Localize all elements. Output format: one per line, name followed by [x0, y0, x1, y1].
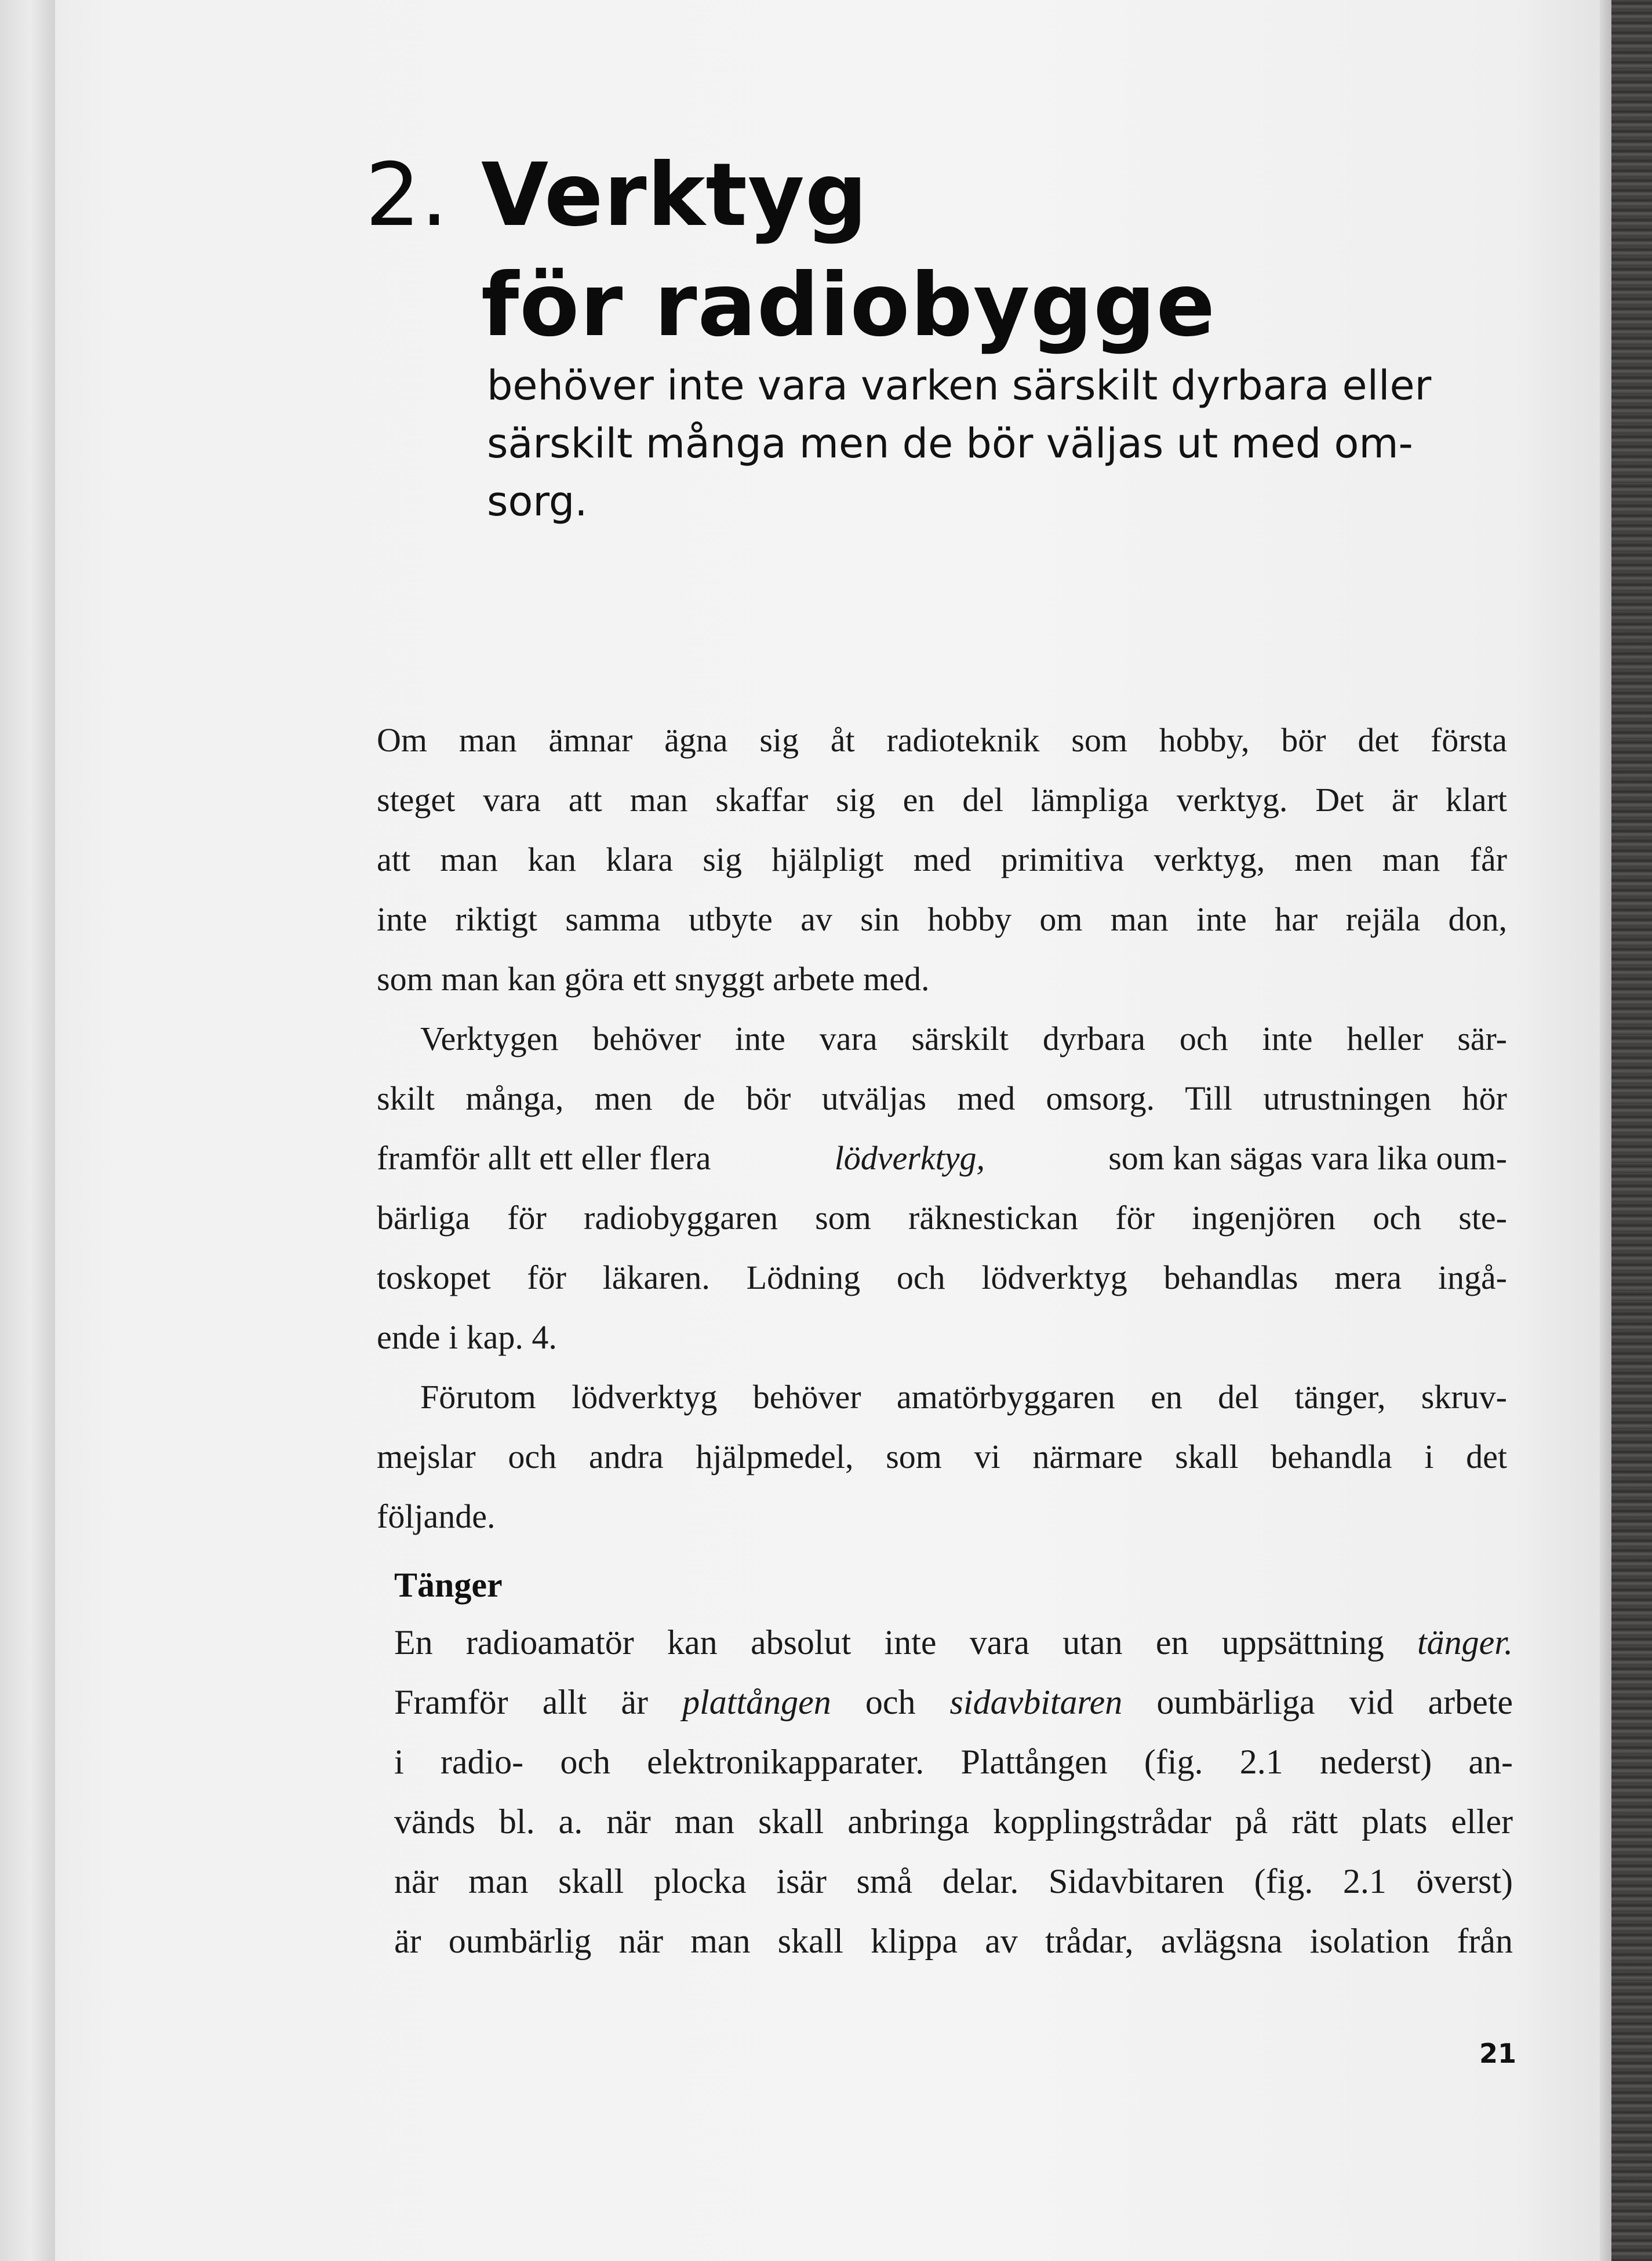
- chapter-number: 2.: [365, 145, 449, 246]
- previous-page-edge: [0, 0, 55, 2261]
- text-line: toskopet för läkaren. Lödning och lödverktyg behandlas mera ingå-: [377, 1259, 1507, 1296]
- subtitle-line: sorg.: [487, 478, 588, 525]
- text-line: vänds bl. a. när man skall anbringa kopplingstrådar på rätt plats eller: [394, 1802, 1513, 1841]
- text-line: följande.: [377, 1497, 496, 1535]
- text-line: inte riktigt samma utbyte av sin hobby om man inte har rejäla don,: [377, 900, 1507, 938]
- text-line: [394, 1613, 1513, 1673]
- emphasis-tanger: tänger.: [1417, 1623, 1513, 1662]
- section-body: [394, 1613, 1513, 1971]
- page-fore-edge: [1600, 0, 1611, 2261]
- text-span: framför allt ett eller flera: [377, 1139, 719, 1177]
- text-line: är oumbärlig när man skall klippa av trådar, avlägsna isolation från: [394, 1922, 1513, 1960]
- text-line: steget vara att man skaffar sig en del lämpliga verktyg. Det är klart: [377, 781, 1507, 819]
- paragraph-2: [377, 1009, 1507, 1367]
- text-line: som man kan göra ett snyggt arbete med.: [377, 960, 930, 998]
- text-span: oumbärliga vid arbete: [1122, 1683, 1513, 1721]
- text-line: i radio- och elektronikapparater. Plattången (fig. 2.1 nederst) an-: [394, 1743, 1513, 1781]
- text-span: Framför allt är: [394, 1683, 683, 1721]
- text-line: Förutom lödverktyg behöver amatörbyggaren en del tänger, skruv-: [420, 1378, 1507, 1416]
- text-line: [394, 1673, 1513, 1732]
- text-line: Om man ämnar ägna sig åt radioteknik som hobby, bör det första: [377, 721, 1507, 759]
- text-span: som kan sägas vara lika oum-: [1100, 1139, 1507, 1177]
- subtitle-line: särskilt många men de bör väljas ut med om-: [487, 420, 1413, 467]
- text-line: [377, 1128, 1507, 1188]
- emphasis-lodverktyg: lödverktyg,: [834, 1139, 985, 1177]
- page-number: 21: [1479, 2038, 1517, 2069]
- paragraph-1: [377, 710, 1507, 1009]
- subtitle-line: behöver inte vara varken särskilt dyrbara eller: [487, 362, 1432, 409]
- text-line: när man skall plocka isär små delar. Sidavbitaren (fig. 2.1 överst): [394, 1862, 1513, 1900]
- section-heading-tanger: Tänger: [394, 1566, 503, 1604]
- emphasis-plattangen: plattången: [682, 1683, 831, 1721]
- chapter-title-line-1: Verktyg: [481, 145, 868, 246]
- text-line: bärliga för radiobyggaren som räknestickan för ingenjören och ste-: [377, 1199, 1507, 1237]
- text-span: En radioamatör kan absolut inte vara utan en uppsättning: [394, 1623, 1417, 1662]
- text-line: Verktygen behöver inte vara särskilt dyrbara och inte heller sär-: [420, 1020, 1507, 1057]
- text-line: ende i kap. 4.: [377, 1318, 557, 1356]
- body-text: [377, 710, 1507, 1546]
- paragraph-3: [377, 1367, 1507, 1546]
- book-cover-edge: [1611, 0, 1652, 2261]
- emphasis-sidavbitaren: sidavbitaren: [949, 1683, 1123, 1721]
- chapter-subtitle: [487, 357, 1484, 530]
- chapter-title-line-2: för radiobygge: [481, 255, 1216, 356]
- text-line: mejslar och andra hjälpmedel, som vi närmare skall behandla i det: [377, 1438, 1507, 1475]
- text-line: skilt många, men de bör utväljas med omsorg. Till utrustningen hör: [377, 1079, 1507, 1117]
- text-span: och: [831, 1683, 950, 1721]
- text-line: att man kan klara sig hjälpligt med primitiva verktyg, men man får: [377, 841, 1507, 878]
